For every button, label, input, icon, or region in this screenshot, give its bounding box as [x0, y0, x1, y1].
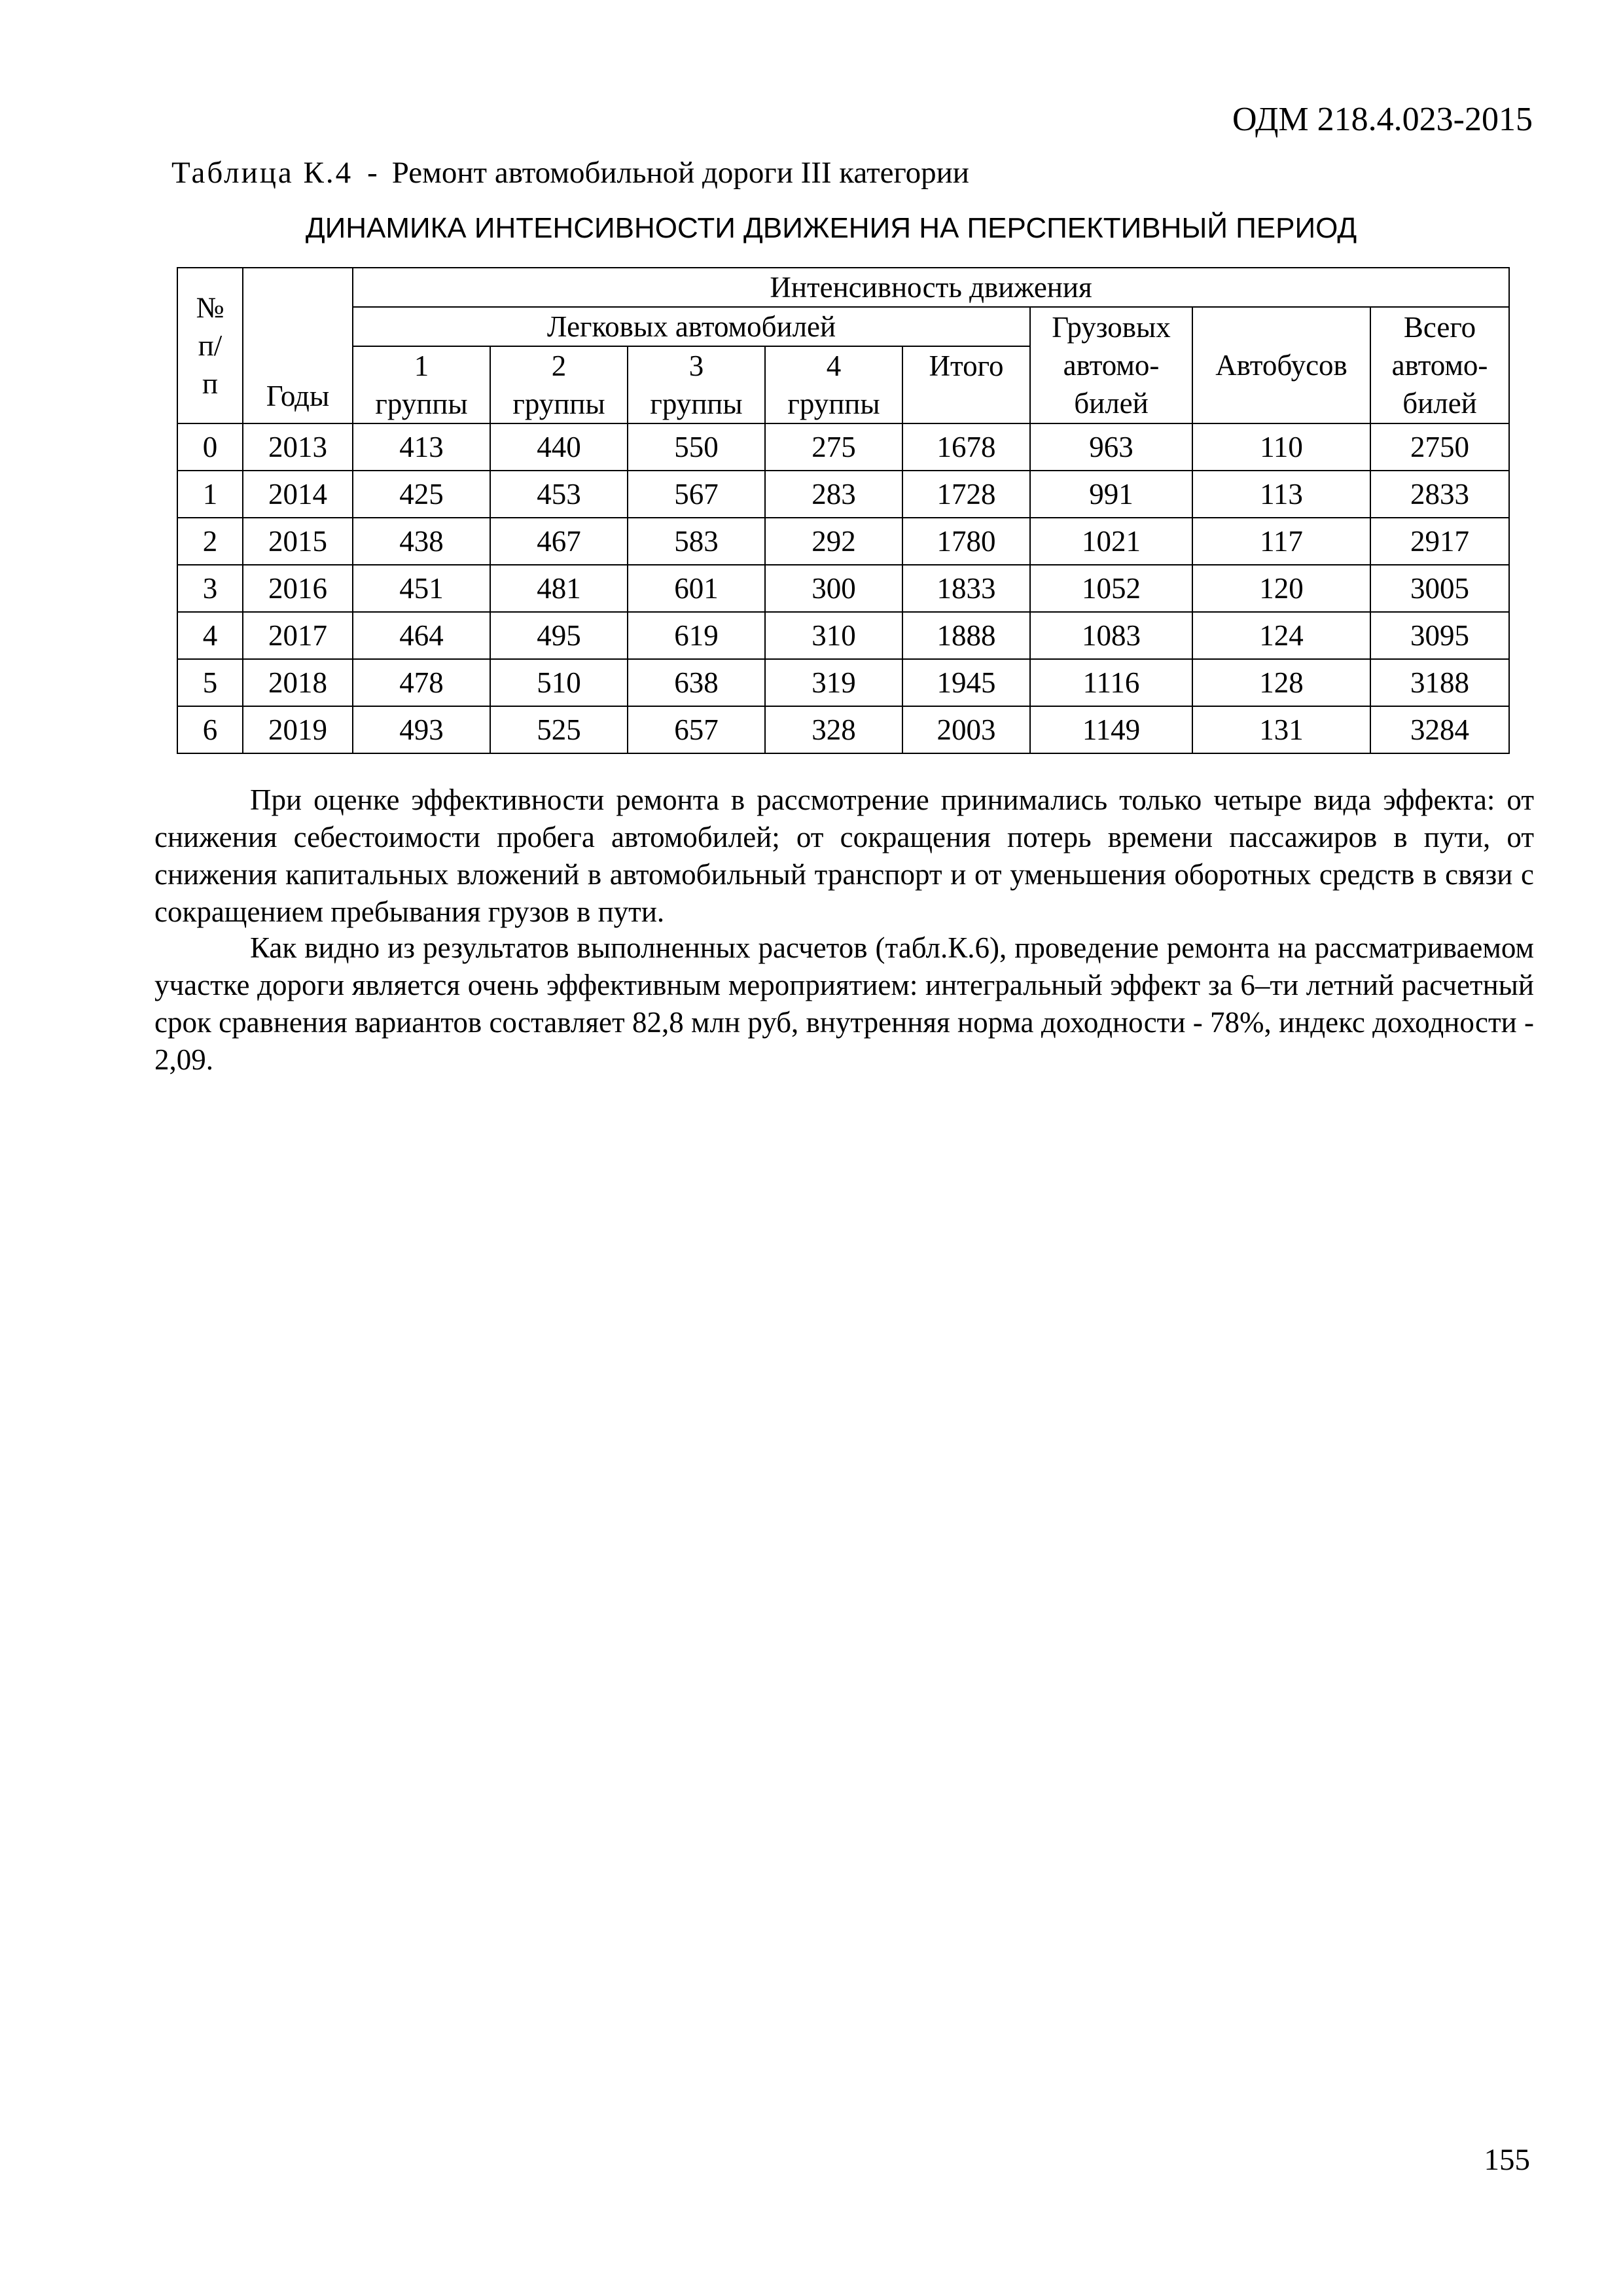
- table-title: ДИНАМИКА ИНТЕНСИВНОСТИ ДВИЖЕНИЯ НА ПЕРСПЕКТИВНЫЙ ПЕРИОД: [305, 212, 1357, 244]
- cell-total-all: 2750: [1370, 423, 1509, 471]
- cell-number: 6: [177, 706, 243, 753]
- cell-number: 5: [177, 659, 243, 706]
- cell-total-cars: 1833: [902, 565, 1030, 612]
- header-trucks: [1030, 307, 1192, 423]
- cell-group-4: 275: [765, 423, 902, 471]
- header-group-3-number: 3: [688, 350, 704, 382]
- cell-trucks: 1052: [1030, 565, 1192, 612]
- cell-trucks: 991: [1030, 471, 1192, 518]
- header-group-2-number: 2: [551, 350, 567, 382]
- table-row: [177, 706, 1509, 753]
- header-number-line: №: [196, 291, 224, 324]
- header-group-2-word: группы: [512, 387, 605, 420]
- cell-total-all: 2833: [1370, 471, 1509, 518]
- cell-number: 3: [177, 565, 243, 612]
- cell-total-cars: 1728: [902, 471, 1030, 518]
- header-trucks-line: автомо-: [1063, 349, 1160, 382]
- table-row: [177, 659, 1509, 706]
- cell-group-3: 583: [628, 518, 765, 565]
- header-group-1: [353, 346, 490, 423]
- header-years: Годы: [243, 268, 353, 423]
- cell-number: 1: [177, 471, 243, 518]
- header-total-cars: Итого: [902, 346, 1030, 423]
- cell-group-2: 525: [490, 706, 628, 753]
- cell-total-cars: 1780: [902, 518, 1030, 565]
- cell-group-3: 550: [628, 423, 765, 471]
- body-paragraph: Как видно из результатов выполненных расчетов (табл.К.6), проведение ремонта на рассматриваемом участке дороги является очень эффективным мероприятием: интегральный эффект за 6–ти летний расчетный срок сравнения вариантов составляет 82,8 млн руб, внутренняя норма доходности - 78%, индекс доходности - 2,09.: [154, 931, 1534, 1076]
- cell-buses: 128: [1192, 659, 1370, 706]
- header-buses: Автобусов: [1192, 307, 1370, 423]
- cell-total-cars: 1945: [902, 659, 1030, 706]
- cell-group-1: 425: [353, 471, 490, 518]
- cell-total-all: 2917: [1370, 518, 1509, 565]
- cell-year: 2017: [243, 612, 353, 659]
- cell-group-2: 481: [490, 565, 628, 612]
- cell-group-2: 510: [490, 659, 628, 706]
- header-group-4-number: 4: [826, 350, 842, 382]
- cell-year: 2013: [243, 423, 353, 471]
- header-group-3: [628, 346, 765, 423]
- cell-buses: 124: [1192, 612, 1370, 659]
- cell-total-all: 3095: [1370, 612, 1509, 659]
- header-number-line: п/: [198, 329, 223, 362]
- cell-group-1: 493: [353, 706, 490, 753]
- cell-group-1: 413: [353, 423, 490, 471]
- header-number: [177, 268, 243, 423]
- page-number: 155: [1484, 2143, 1530, 2177]
- cell-total-cars: 1678: [902, 423, 1030, 471]
- cell-year: 2018: [243, 659, 353, 706]
- table-row: [177, 518, 1509, 565]
- cell-total-all: 3005: [1370, 565, 1509, 612]
- header-trucks-line: билей: [1074, 387, 1149, 420]
- header-intensity: Интенсивность движения: [353, 268, 1509, 307]
- cell-group-3: 619: [628, 612, 765, 659]
- header-total-all-line: автомо-: [1391, 349, 1488, 382]
- cell-year: 2016: [243, 565, 353, 612]
- cell-buses: 117: [1192, 518, 1370, 565]
- cell-buses: 131: [1192, 706, 1370, 753]
- cell-buses: 113: [1192, 471, 1370, 518]
- cell-group-1: 451: [353, 565, 490, 612]
- header-total-all-line: Всего: [1403, 311, 1476, 344]
- header-total-all-line: билей: [1402, 387, 1477, 420]
- header-total-all: [1370, 307, 1509, 423]
- body-paragraph: При оценке эффективности ремонта в рассмотрение принимались только четыре вида эффекта: от снижения себестоимости пробега автомобилей; от сокращения потерь времени пассажиров в пути, от снижения капитальных вложений в автомобильный транспорт и от уменьшения оборотных средств в связи с сокращением пребывания грузов в пути.: [154, 783, 1534, 928]
- cell-trucks: 1116: [1030, 659, 1192, 706]
- cell-group-3: 601: [628, 565, 765, 612]
- cell-group-2: 440: [490, 423, 628, 471]
- table-row: [177, 612, 1509, 659]
- cell-group-3: 567: [628, 471, 765, 518]
- cell-trucks: 963: [1030, 423, 1192, 471]
- table-caption: [171, 152, 969, 194]
- header-group-1-number: 1: [414, 350, 429, 382]
- cell-group-2: 467: [490, 518, 628, 565]
- traffic-intensity-table: [177, 267, 1510, 754]
- cell-trucks: 1149: [1030, 706, 1192, 753]
- cell-group-1: 464: [353, 612, 490, 659]
- table-caption-text: Ремонт автомобильной дороги III категории: [391, 156, 969, 190]
- cell-buses: 120: [1192, 565, 1370, 612]
- document-code: ОДМ 218.4.023-2015: [1232, 101, 1533, 138]
- cell-trucks: 1083: [1030, 612, 1192, 659]
- cell-group-3: 657: [628, 706, 765, 753]
- table-caption-separator: -: [367, 156, 378, 190]
- cell-total-cars: 1888: [902, 612, 1030, 659]
- cell-year: 2014: [243, 471, 353, 518]
- cell-trucks: 1021: [1030, 518, 1192, 565]
- cell-group-4: 292: [765, 518, 902, 565]
- cell-number: 0: [177, 423, 243, 471]
- header-group-1-word: группы: [375, 387, 468, 420]
- cell-group-4: 310: [765, 612, 902, 659]
- cell-total-all: 3188: [1370, 659, 1509, 706]
- header-group-4: [765, 346, 902, 423]
- cell-group-1: 438: [353, 518, 490, 565]
- cell-number: 2: [177, 518, 243, 565]
- header-group-2: [490, 346, 628, 423]
- cell-group-4: 319: [765, 659, 902, 706]
- header-trucks-line: Грузовых: [1052, 311, 1171, 344]
- cell-group-4: 283: [765, 471, 902, 518]
- cell-year: 2015: [243, 518, 353, 565]
- cell-number: 4: [177, 612, 243, 659]
- header-group-4-word: группы: [787, 387, 880, 420]
- cell-year: 2019: [243, 706, 353, 753]
- cell-group-4: 328: [765, 706, 902, 753]
- table-row: [177, 423, 1509, 471]
- cell-group-2: 495: [490, 612, 628, 659]
- header-number-line: п: [202, 367, 219, 400]
- table-caption-label: Таблица К.4: [171, 156, 353, 190]
- cell-group-4: 300: [765, 565, 902, 612]
- cell-total-all: 3284: [1370, 706, 1509, 753]
- cell-group-2: 453: [490, 471, 628, 518]
- table-row: [177, 471, 1509, 518]
- cell-group-3: 638: [628, 659, 765, 706]
- table-row: [177, 565, 1509, 612]
- header-cars: Легковых автомобилей: [353, 307, 1030, 346]
- cell-buses: 110: [1192, 423, 1370, 471]
- header-group-3-word: группы: [650, 387, 743, 420]
- cell-group-1: 478: [353, 659, 490, 706]
- cell-total-cars: 2003: [902, 706, 1030, 753]
